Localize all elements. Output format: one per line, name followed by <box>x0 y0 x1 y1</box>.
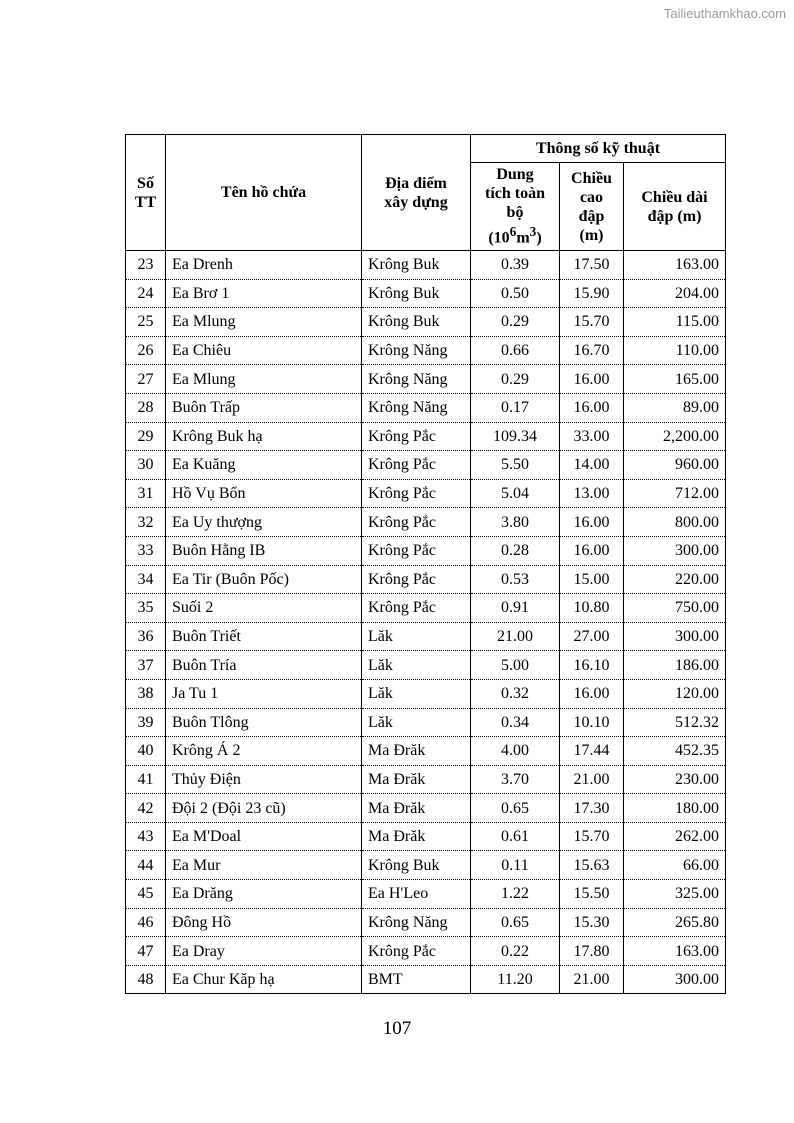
row-stt: 43 <box>126 822 166 851</box>
row-stt: 33 <box>126 536 166 565</box>
row-height: 16.10 <box>560 651 624 680</box>
row-location: Krông Pắc <box>362 937 471 966</box>
row-stt: 29 <box>126 422 166 451</box>
row-stt: 37 <box>126 651 166 680</box>
row-name: Suối 2 <box>166 594 362 623</box>
header-group-text: Thông số kỹ thuật <box>535 140 661 157</box>
table-row <box>126 880 726 909</box>
row-name: Krông Á 2 <box>166 737 362 766</box>
row-length: 262.00 <box>624 822 726 851</box>
table-row <box>126 365 726 394</box>
row-length: 230.00 <box>624 765 726 794</box>
row-length: 265.80 <box>624 908 726 937</box>
row-volume: 0.66 <box>471 336 560 365</box>
row-height: 13.00 <box>560 479 624 508</box>
header-stt-line2: TT <box>134 193 157 211</box>
row-name: Buôn Tría <box>166 651 362 680</box>
header-volume: Dung tích toàn bộ $(10^6m^3)$ <box>471 163 560 251</box>
row-name: Buôn Hằng IB <box>166 536 362 565</box>
table-row <box>126 594 726 623</box>
row-stt: 47 <box>126 937 166 966</box>
table-row <box>126 308 726 337</box>
header-height-line4: (m) <box>579 226 604 244</box>
row-location: Krông Pắc <box>362 536 471 565</box>
row-length: 204.00 <box>624 279 726 308</box>
row-stt: 39 <box>126 708 166 737</box>
row-height: 15.30 <box>560 908 624 937</box>
table-row <box>126 737 726 766</box>
header-volume-unit-m: m <box>516 229 530 247</box>
header-stt-line1: Số <box>137 174 154 192</box>
row-volume: 0.22 <box>471 937 560 966</box>
row-stt: 24 <box>126 279 166 308</box>
row-volume: 3.70 <box>471 765 560 794</box>
table-row <box>126 336 726 365</box>
row-stt: 23 <box>126 251 166 280</box>
row-length: 163.00 <box>624 937 726 966</box>
row-stt: 30 <box>126 451 166 480</box>
row-volume: 0.39 <box>471 251 560 280</box>
row-height: 16.00 <box>560 365 624 394</box>
row-stt: 32 <box>126 508 166 537</box>
row-name: Ea Mlung <box>166 308 362 337</box>
header-length-line2: đập (m) <box>647 207 702 225</box>
row-length: 2,200.00 <box>624 422 726 451</box>
row-location: Krông Buk <box>362 279 471 308</box>
table-row <box>126 822 726 851</box>
row-volume: 0.29 <box>471 365 560 394</box>
row-length: 750.00 <box>624 594 726 623</box>
table-row <box>126 565 726 594</box>
row-length: 452.35 <box>624 737 726 766</box>
row-length: 300.00 <box>624 965 726 994</box>
row-height: 16.00 <box>560 393 624 422</box>
row-name: Ea Drenh <box>166 251 362 280</box>
table-row <box>126 965 726 994</box>
table-row <box>126 422 726 451</box>
header-height-line1: Chiều <box>571 169 612 187</box>
table-row <box>126 765 726 794</box>
row-length: 120.00 <box>624 679 726 708</box>
row-stt: 35 <box>126 594 166 623</box>
header-volume-line1: Dung <box>496 166 534 184</box>
row-stt: 26 <box>126 336 166 365</box>
row-location: Ma Đrăk <box>362 822 471 851</box>
row-volume: 1.22 <box>471 880 560 909</box>
row-stt: 40 <box>126 737 166 766</box>
row-stt: 41 <box>126 765 166 794</box>
row-location: Ea H'Leo <box>362 880 471 909</box>
row-height: 15.70 <box>560 822 624 851</box>
row-name: Đội 2 (Đội 23 cũ) <box>166 794 362 823</box>
row-length: 300.00 <box>624 536 726 565</box>
table-row <box>126 479 726 508</box>
row-height: 15.00 <box>560 565 624 594</box>
table-row <box>126 622 726 651</box>
row-volume: 0.34 <box>471 708 560 737</box>
row-volume: 21.00 <box>471 622 560 651</box>
row-length: 163.00 <box>624 251 726 280</box>
table-row <box>126 851 726 880</box>
row-height: 10.10 <box>560 708 624 737</box>
row-height: 10.80 <box>560 594 624 623</box>
table-row <box>126 536 726 565</box>
header-name <box>166 135 362 251</box>
row-stt: 34 <box>126 565 166 594</box>
row-name: Hồ Vụ Bổn <box>166 479 362 508</box>
row-volume: 0.65 <box>471 908 560 937</box>
row-name: Ea Mur <box>166 851 362 880</box>
row-height: 16.00 <box>560 536 624 565</box>
row-name: Ea Dray <box>166 937 362 966</box>
header-volume-unit-exp: 6 <box>509 224 517 240</box>
row-name: Ea Brơ 1 <box>166 279 362 308</box>
row-length: 960.00 <box>624 451 726 480</box>
header-height-line2: cao <box>579 188 604 206</box>
row-stt: 31 <box>126 479 166 508</box>
header-location-line1: Địa điểm <box>385 174 447 192</box>
header-name-text: Tên hồ chứa <box>220 184 307 201</box>
table-row <box>126 451 726 480</box>
table-row <box>126 279 726 308</box>
table-row <box>126 508 726 537</box>
row-location: Krông Năng <box>362 336 471 365</box>
row-location: Ma Đrăk <box>362 765 471 794</box>
row-stt: 36 <box>126 622 166 651</box>
row-location: Krông Pắc <box>362 479 471 508</box>
header-height <box>560 163 624 251</box>
row-length: 800.00 <box>624 508 726 537</box>
header-length-line1: Chiều dài <box>641 188 708 206</box>
row-name: Buôn Tlông <box>166 708 362 737</box>
row-length: 180.00 <box>624 794 726 823</box>
row-length: 115.00 <box>624 308 726 337</box>
row-height: 16.00 <box>560 679 624 708</box>
table-body <box>126 251 726 994</box>
row-height: 21.00 <box>560 965 624 994</box>
table-row <box>126 651 726 680</box>
row-stt: 46 <box>126 908 166 937</box>
row-name: Ja Tu 1 <box>166 679 362 708</box>
header-volume-line3: bộ <box>506 204 524 222</box>
row-stt: 25 <box>126 308 166 337</box>
table-row <box>126 708 726 737</box>
row-stt: 28 <box>126 393 166 422</box>
row-height: 15.63 <box>560 851 624 880</box>
row-location: Ma Đrăk <box>362 737 471 766</box>
header-volume-line2: tích toàn <box>485 185 545 203</box>
row-name: Ea Uy thượng <box>166 508 362 537</box>
row-volume: 4.00 <box>471 737 560 766</box>
row-height: 16.00 <box>560 508 624 537</box>
row-height: 27.00 <box>560 622 624 651</box>
row-location: Krông Pắc <box>362 451 471 480</box>
row-volume: 0.50 <box>471 279 560 308</box>
row-name: Ea Kuăng <box>166 451 362 480</box>
row-name: Thủy Điện <box>166 765 362 794</box>
row-length: 89.00 <box>624 393 726 422</box>
row-name: Đông Hồ <box>166 908 362 937</box>
row-stt: 27 <box>126 365 166 394</box>
row-height: 14.00 <box>560 451 624 480</box>
row-volume: 5.00 <box>471 651 560 680</box>
table-row <box>126 251 726 280</box>
header-stt <box>126 135 166 251</box>
row-stt: 42 <box>126 794 166 823</box>
row-volume: 0.53 <box>471 565 560 594</box>
row-location: Krông Pắc <box>362 565 471 594</box>
row-height: 15.70 <box>560 308 624 337</box>
row-length: 186.00 <box>624 651 726 680</box>
row-location: Krông Buk <box>362 851 471 880</box>
row-location: Krông Buk <box>362 308 471 337</box>
row-volume: 0.28 <box>471 536 560 565</box>
row-volume: 0.32 <box>471 679 560 708</box>
row-height: 15.50 <box>560 880 624 909</box>
row-location: Lăk <box>362 651 471 680</box>
row-location: Krông Pắc <box>362 422 471 451</box>
row-length: 165.00 <box>624 365 726 394</box>
row-length: 712.00 <box>624 479 726 508</box>
header-location <box>362 135 471 251</box>
row-name: Buôn Triết <box>166 622 362 651</box>
header-length <box>624 163 726 251</box>
row-height: 15.90 <box>560 279 624 308</box>
row-location: Krông Năng <box>362 365 471 394</box>
row-location: Lăk <box>362 679 471 708</box>
row-volume: 0.65 <box>471 794 560 823</box>
row-stt: 38 <box>126 679 166 708</box>
table-row <box>126 393 726 422</box>
row-volume: 0.29 <box>471 308 560 337</box>
table-row <box>126 794 726 823</box>
header-technical-group <box>471 135 726 163</box>
table-row <box>126 679 726 708</box>
row-height: 17.44 <box>560 737 624 766</box>
row-location: Lăk <box>362 708 471 737</box>
table-row <box>126 937 726 966</box>
row-height: 33.00 <box>560 422 624 451</box>
header-location-line2: xây dựng <box>384 193 448 211</box>
row-name: Ea Chur Kăp hạ <box>166 965 362 994</box>
row-stt: 45 <box>126 880 166 909</box>
row-location: Krông Pắc <box>362 594 471 623</box>
reservoir-table <box>125 134 726 994</box>
row-length: 300.00 <box>624 622 726 651</box>
watermark: Tailieuthamkhao.com <box>663 6 786 21</box>
row-volume: 3.80 <box>471 508 560 537</box>
row-location: Krông Pắc <box>362 508 471 537</box>
row-height: 17.80 <box>560 937 624 966</box>
row-height: 17.30 <box>560 794 624 823</box>
row-stt: 48 <box>126 965 166 994</box>
row-location: Lăk <box>362 622 471 651</box>
row-volume: 11.20 <box>471 965 560 994</box>
row-location: Krông Năng <box>362 908 471 937</box>
page-number: 107 <box>382 1018 412 1039</box>
row-volume: 0.17 <box>471 393 560 422</box>
row-length: 110.00 <box>624 336 726 365</box>
row-location: Krông Buk <box>362 251 471 280</box>
row-name: Ea Mlung <box>166 365 362 394</box>
row-location: BMT <box>362 965 471 994</box>
table-row <box>126 908 726 937</box>
header-volume-unit-base: 10 <box>493 229 510 247</box>
row-location: Ma Đrăk <box>362 794 471 823</box>
row-name: Ea M'Doal <box>166 822 362 851</box>
row-stt: 44 <box>126 851 166 880</box>
row-height: 16.70 <box>560 336 624 365</box>
row-volume: 5.04 <box>471 479 560 508</box>
row-name: Krông Buk hạ <box>166 422 362 451</box>
row-volume: 0.91 <box>471 594 560 623</box>
row-length: 512.32 <box>624 708 726 737</box>
row-height: 17.50 <box>560 251 624 280</box>
row-name: Ea Drăng <box>166 880 362 909</box>
row-volume: 5.50 <box>471 451 560 480</box>
row-name: Buôn Trấp <box>166 393 362 422</box>
row-location: Krông Năng <box>362 393 471 422</box>
row-length: 325.00 <box>624 880 726 909</box>
row-name: Ea Tir (Buôn Pốc) <box>166 565 362 594</box>
header-volume-unit-exp2: 3 <box>529 224 537 240</box>
row-length: 66.00 <box>624 851 726 880</box>
row-volume: 0.61 <box>471 822 560 851</box>
header-height-line3: đập <box>578 207 605 225</box>
row-volume: 0.11 <box>471 851 560 880</box>
row-volume: 109.34 <box>471 422 560 451</box>
row-length: 220.00 <box>624 565 726 594</box>
row-height: 21.00 <box>560 765 624 794</box>
row-name: Ea Chiêu <box>166 336 362 365</box>
